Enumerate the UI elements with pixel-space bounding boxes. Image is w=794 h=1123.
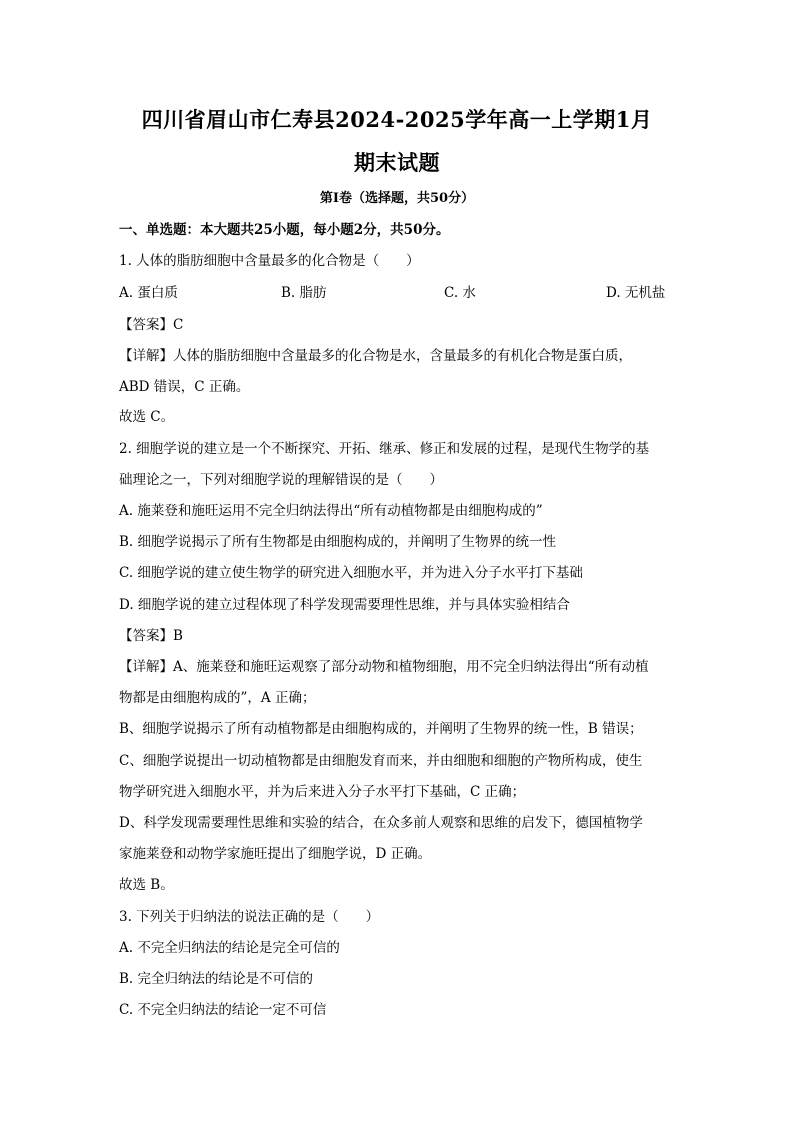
question-2-stem-line: 础理论之一，下列对细胞学说的理解错误的是（ ）: [119, 472, 443, 488]
question-1-option-b: B. 脂肪: [281, 285, 327, 301]
question-1-option-d: D. 无机盐: [606, 285, 666, 301]
question-3-stem: 3. 下列关于归纳法的说法正确的是（ ）: [119, 909, 380, 925]
question-1-option-a: A. 蛋白质: [119, 285, 178, 301]
volume-heading: 第Ⅰ卷（选择题，共50分）: [319, 191, 475, 206]
question-2-option-c: C. 细胞学说的建立使生物学的研究进入细胞水平，并为进入分子水平打下基础: [119, 565, 583, 581]
question-2-conclusion: 故选 B。: [119, 877, 174, 893]
doc-title-line-1: 四川省眉山市仁寿县2024-2025学年高一上学期1月: [141, 107, 653, 132]
question-3-option-c: C. 不完全归纳法的结论一定不可信: [119, 1002, 327, 1018]
doc-title-line-2: 期末试题: [354, 150, 440, 175]
question-3-option-b: B. 完全归纳法的结论是不可信的: [119, 971, 314, 987]
question-2-option-d: D. 细胞学说的建立过程体现了科学发现需要理性思维，并与具体实验相结合: [119, 597, 570, 613]
question-2-detail-line: 物都是由细胞构成的”，A 正确；: [119, 690, 316, 706]
question-2-detail-line: 【详解】A、施莱登和施旺运观察了部分动物和植物细胞，用不完全归纳法得出“所有动植: [119, 659, 649, 675]
question-1-answer: 【答案】C: [119, 317, 184, 333]
question-2-detail-line: D、科学发现需要理性思维和实验的结合，在众多前人观察和思维的启发下，德国植物学: [119, 815, 643, 831]
question-2-answer: 【答案】B: [119, 628, 183, 644]
section-heading: 一、单选题：本大题共25小题，每小题2分，共50分。: [119, 222, 450, 238]
question-2-detail-line: C、细胞学说提出一切动植物都是由细胞发育而来，并由细胞和细胞的产物所构成，使生: [119, 753, 643, 769]
question-2-option-b: B. 细胞学说揭示了所有生物都是由细胞构成的，并阐明了生物界的统一性: [119, 534, 557, 550]
question-2-option-a: A. 施莱登和施旺运用不完全归纳法得出“所有动植物都是由细胞构成的”: [119, 503, 543, 519]
question-1-option-c: C. 水: [444, 285, 476, 301]
question-1-stem: 1. 人体的脂肪细胞中含量最多的化合物是（ ）: [119, 253, 420, 269]
question-3-option-a: A. 不完全归纳法的结论是完全可信的: [119, 940, 340, 956]
question-2-stem-line: 2. 细胞学说的建立是一个不断探究、开拓、继承、修正和发展的过程，是现代生物学的基: [119, 441, 650, 457]
question-2-detail-line: 物学研究进入细胞水平，并为后来进入分子水平打下基础，C 正确；: [119, 784, 526, 800]
question-1-detail-line: ABD 错误，C 正确。: [119, 379, 250, 395]
question-1-detail-line: 【详解】人体的脂肪细胞中含量最多的化合物是水，含量最多的有机化合物是蛋白质，: [119, 348, 632, 364]
question-1-conclusion: 故选 C。: [119, 409, 175, 425]
question-2-detail-line: B、细胞学说揭示了所有动植物都是由细胞构成的，并阐明了生物界的统一性，B 错误；: [119, 721, 643, 737]
question-2-detail-line: 家施莱登和动物学家施旺提出了细胞学说，D 正确。: [119, 846, 432, 862]
